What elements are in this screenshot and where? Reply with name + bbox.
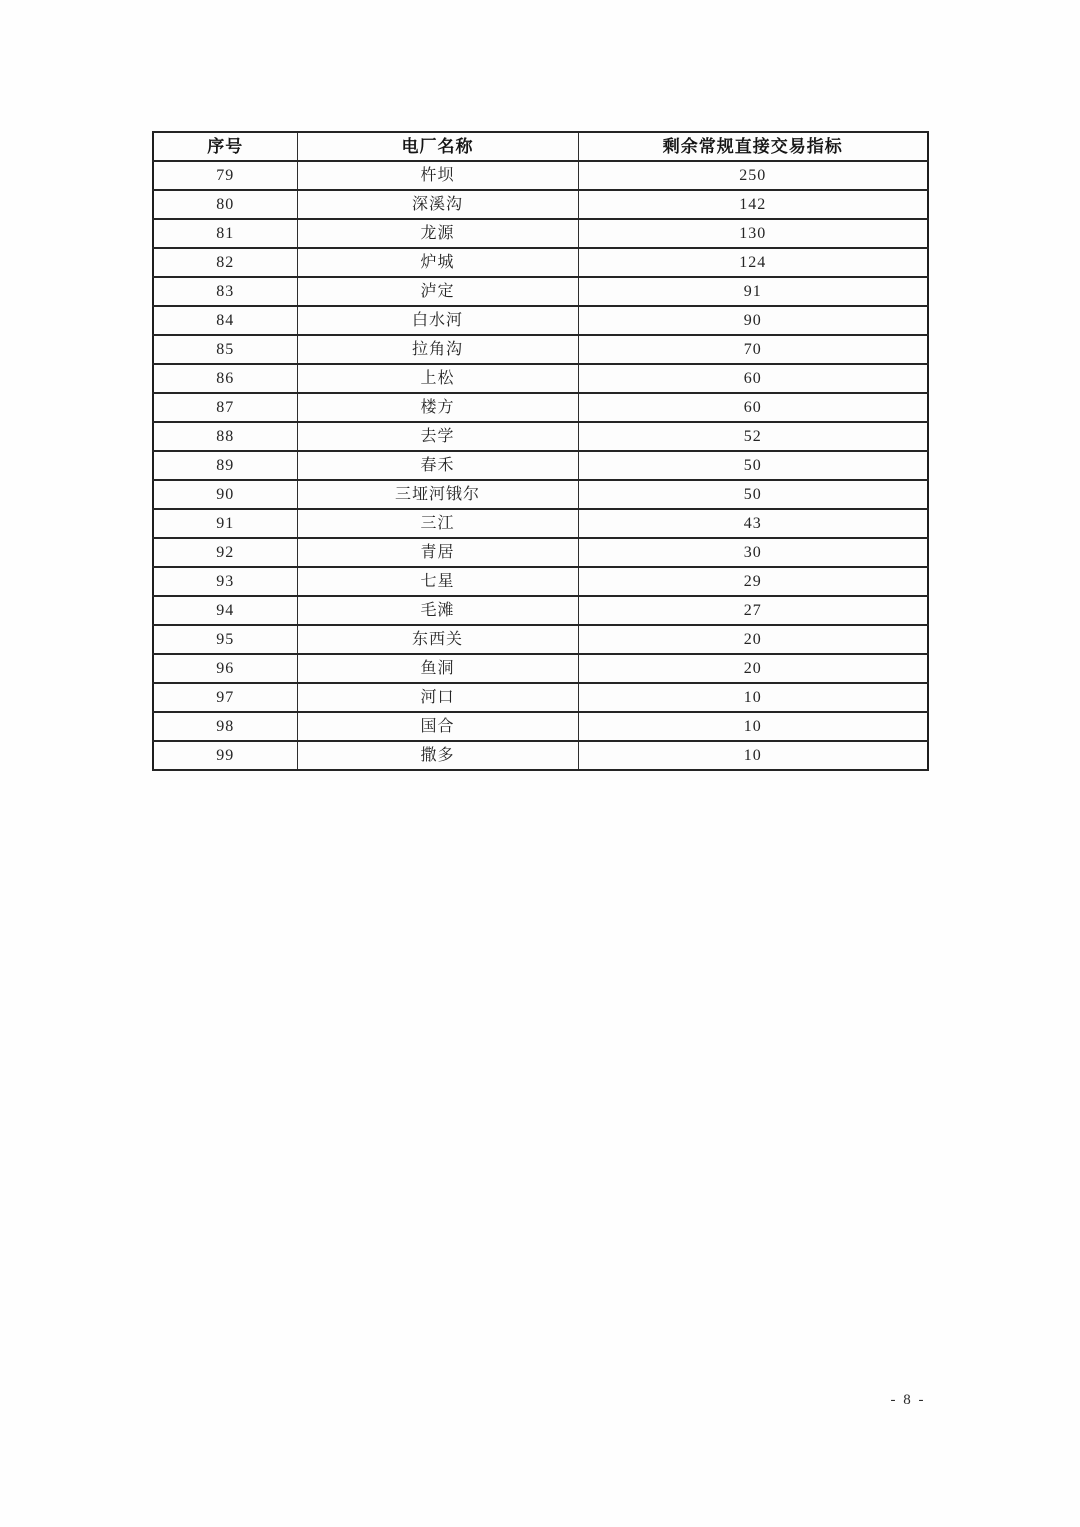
plant-name-cell: 青居 (297, 538, 578, 567)
quota-value-cell: 124 (578, 248, 928, 277)
row-index-cell: 97 (153, 683, 297, 712)
row-index-cell: 91 (153, 509, 297, 538)
plant-name-cell: 七星 (297, 567, 578, 596)
plant-name-cell: 杵坝 (297, 161, 578, 190)
quota-value-cell: 60 (578, 364, 928, 393)
header-row (153, 132, 928, 161)
quota-value-cell: 60 (578, 393, 928, 422)
row-index-cell: 79 (153, 161, 297, 190)
row-index-cell: 83 (153, 277, 297, 306)
table-row (153, 422, 928, 451)
row-index-cell: 80 (153, 190, 297, 219)
table-row (153, 654, 928, 683)
plant-name-cell: 龙源 (297, 219, 578, 248)
column-header-index: 序号 (153, 132, 297, 161)
plant-name-cell: 去学 (297, 422, 578, 451)
row-index-cell: 84 (153, 306, 297, 335)
row-index-cell: 98 (153, 712, 297, 741)
row-index-cell: 93 (153, 567, 297, 596)
quota-value-cell: 50 (578, 480, 928, 509)
plant-name-cell: 春禾 (297, 451, 578, 480)
table-row (153, 596, 928, 625)
quota-value-cell: 70 (578, 335, 928, 364)
table-row (153, 393, 928, 422)
row-index-cell: 94 (153, 596, 297, 625)
table-row (153, 625, 928, 654)
quota-value-cell: 52 (578, 422, 928, 451)
quota-value-cell: 250 (578, 161, 928, 190)
column-header-remaining-quota: 剩余常规直接交易指标 (578, 132, 928, 161)
table-row (153, 190, 928, 219)
quota-value-cell: 43 (578, 509, 928, 538)
table-row (153, 451, 928, 480)
plant-name-cell: 撒多 (297, 741, 578, 770)
row-index-cell: 87 (153, 393, 297, 422)
quota-value-cell: 10 (578, 712, 928, 741)
plant-name-cell: 上松 (297, 364, 578, 393)
plant-name-cell: 泸定 (297, 277, 578, 306)
table-row (153, 306, 928, 335)
row-index-cell: 95 (153, 625, 297, 654)
table-row (153, 480, 928, 509)
plant-name-cell: 白水河 (297, 306, 578, 335)
table-row (153, 538, 928, 567)
row-index-cell: 85 (153, 335, 297, 364)
plant-name-cell: 国合 (297, 712, 578, 741)
quota-value-cell: 90 (578, 306, 928, 335)
table-row (153, 335, 928, 364)
quota-value-cell: 30 (578, 538, 928, 567)
row-index-cell: 86 (153, 364, 297, 393)
quota-value-cell: 20 (578, 654, 928, 683)
quota-value-cell: 142 (578, 190, 928, 219)
page-number: - 8 - (890, 1392, 926, 1408)
quota-value-cell: 50 (578, 451, 928, 480)
plant-name-cell: 三垭河锇尔 (297, 480, 578, 509)
plant-name-cell: 拉角沟 (297, 335, 578, 364)
plant-name-cell: 三江 (297, 509, 578, 538)
table-body (153, 161, 928, 770)
table-row (153, 683, 928, 712)
quota-value-cell: 20 (578, 625, 928, 654)
row-index-cell: 89 (153, 451, 297, 480)
row-index-cell: 92 (153, 538, 297, 567)
table-row (153, 741, 928, 770)
plant-name-cell: 炉城 (297, 248, 578, 277)
plant-name-cell: 楼方 (297, 393, 578, 422)
quota-value-cell: 91 (578, 277, 928, 306)
row-index-cell: 88 (153, 422, 297, 451)
table-row (153, 712, 928, 741)
quota-value-cell: 27 (578, 596, 928, 625)
plant-name-cell: 鱼洞 (297, 654, 578, 683)
power-plant-quota-table (152, 131, 929, 771)
quota-value-cell: 10 (578, 741, 928, 770)
table-row (153, 277, 928, 306)
plant-name-cell: 东西关 (297, 625, 578, 654)
table-row (153, 161, 928, 190)
plant-name-cell: 河口 (297, 683, 578, 712)
table-row (153, 248, 928, 277)
table-row (153, 509, 928, 538)
quota-value-cell: 29 (578, 567, 928, 596)
table-row (153, 567, 928, 596)
plant-name-cell: 深溪沟 (297, 190, 578, 219)
quota-value-cell: 10 (578, 683, 928, 712)
row-index-cell: 99 (153, 741, 297, 770)
table-row (153, 219, 928, 248)
row-index-cell: 96 (153, 654, 297, 683)
column-header-plant-name: 电厂名称 (297, 132, 578, 161)
row-index-cell: 90 (153, 480, 297, 509)
row-index-cell: 82 (153, 248, 297, 277)
plant-name-cell: 毛滩 (297, 596, 578, 625)
row-index-cell: 81 (153, 219, 297, 248)
quota-value-cell: 130 (578, 219, 928, 248)
table-row (153, 364, 928, 393)
